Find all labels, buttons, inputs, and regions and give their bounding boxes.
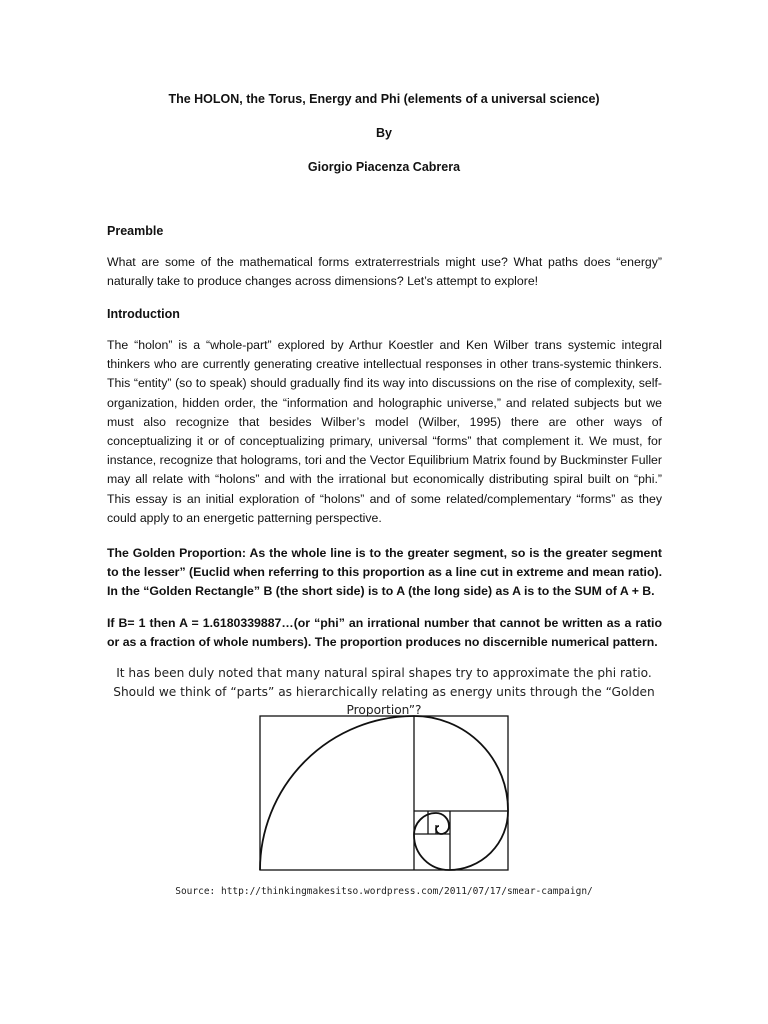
- golden-proportion-paragraph: The Golden Proportion: As the whole line is to the greater segment, so is the greater segment to the lesser” (Euclid when referring to this proportion as a line cut in extreme and mean ratio). In the “Golden Rectangle” B (the short side) is to A (the long side) as A is to the SUM of A + B.: [107, 546, 662, 599]
- preamble-heading: Preamble: [107, 224, 164, 238]
- figure-source-link[interactable]: Source: http://thinkingmakesitso.wordpress.com/2011/07/17/smear-campaign/: [175, 886, 593, 897]
- document-title: The HOLON, the Torus, Energy and Phi (elements of a universal science): [168, 92, 600, 106]
- introduction-heading: Introduction: [107, 307, 180, 321]
- author-name: Giorgio Piacenza Cabrera: [307, 160, 461, 174]
- figure-caption: It has been duly noted that many natural spiral shapes try to approximate the phi ratio. Should we think of “parts” as hierarchically relating as energy units through the “Golden Proportion”?: [113, 666, 655, 717]
- golden-spiral-curve: [260, 716, 508, 870]
- introduction-paragraph: The “holon” is a “whole-part” explored by Arthur Koestler and Ken Wilber trans systemic integral thinkers who are currently generating creative intellectual responses in other trans-systemic thinkers. This “entity” (so to speak) should gradually find its way into discussions on the rise of complexity, self-organization, hidden order, the “information and holographic universe,” and related subjects but we must also recognize that besides Wilber’s model (Wilber, 1995) there are other ways of conceptualizing it or of conceptualizing primary, universal “forms” that complement it. We must, for instance, recognize that holograms, tori and the Vector Equilibrium Matrix found by Buckminster Fuller may all relate with “holons” and with the irrational but economically distributing spiral built on “phi.” This essay is an initial exploration of “holons” and of some related/complementary “forms” as they could apply to an energetic patterning perspective.: [107, 338, 662, 525]
- golden-spiral-figure: [258, 714, 510, 872]
- phi-paragraph: If B= 1 then A = 1.6180339887…(or “phi” an irrational number that cannot be written as a ratio or as a fraction of whole numbers). The proportion produces no discernible numerical pattern.: [107, 616, 662, 650]
- byline-label: By: [376, 126, 392, 140]
- preamble-paragraph: What are some of the mathematical forms extraterrestrials might use? What paths does “energy” naturally take to produce changes across dimensions? Let’s attempt to explore!: [107, 255, 662, 289]
- golden-rectangle-outer: [260, 716, 508, 870]
